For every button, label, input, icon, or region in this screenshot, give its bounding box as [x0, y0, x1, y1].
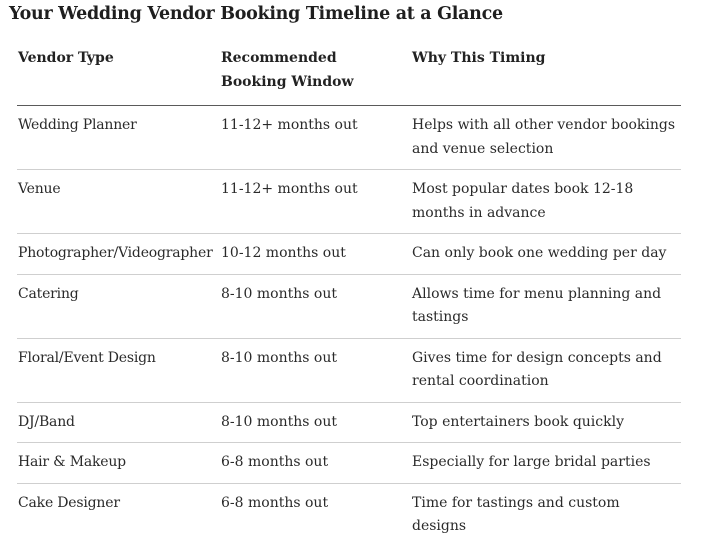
booking-window-cell: 8-10 months out [220, 402, 411, 443]
vendor-type-cell: Wedding Planner [17, 106, 220, 170]
table-header-row [17, 44, 681, 106]
header-booking-window: Recommended Booking Window [220, 44, 411, 106]
table-row [17, 338, 681, 402]
table-row [17, 234, 681, 275]
reason-cell: Time for tastings and custom designs [412, 494, 620, 534]
vendor-type-cell: Photographer/Videographer [17, 234, 220, 275]
vendor-type-cell: Venue [17, 170, 220, 234]
reason-cell: Top entertainers book quickly [411, 402, 681, 443]
vendor-type-cell: Hair & Makeup [17, 443, 220, 484]
table-row [17, 170, 681, 234]
reason-cell: Helps with all other vendor bookings and venue selection [411, 106, 681, 170]
table-row [17, 443, 681, 484]
vendor-type-cell: DJ/Band [17, 402, 220, 443]
reason-cell: Especially for large bridal parties [411, 443, 681, 484]
booking-window-cell: 6-8 months out [221, 494, 329, 511]
page-title: Your Wedding Vendor Booking Timeline at a Glance [9, 4, 503, 24]
header-why-timing: Why This Timing [411, 44, 681, 106]
booking-window-cell: 10-12 months out [220, 234, 411, 275]
booking-window-cell: 8-10 months out [220, 338, 411, 402]
table-row [17, 483, 681, 547]
booking-window-cell: 6-8 months out [220, 443, 411, 484]
vendor-timeline-table [17, 44, 681, 547]
booking-window-cell: 8-10 months out [220, 274, 411, 338]
reason-cell: Most popular dates book 12-18 months in advance [411, 170, 681, 234]
reason-cell: Allows time for menu planning and tastings [411, 274, 681, 338]
table-row [17, 402, 681, 443]
vendor-type-cell: Catering [17, 274, 220, 338]
booking-window-cell: 11-12+ months out [220, 106, 411, 170]
vendor-type-cell: Floral/Event Design [17, 338, 220, 402]
table-row [17, 274, 681, 338]
vendor-type-cell: Cake Designer [18, 494, 120, 511]
reason-cell: Gives time for design concepts and rental coordination [411, 338, 681, 402]
table-row [17, 106, 681, 170]
reason-cell: Can only book one wedding per day [411, 234, 681, 275]
header-vendor-type: Vendor Type [17, 44, 220, 106]
booking-window-cell: 11-12+ months out [220, 170, 411, 234]
